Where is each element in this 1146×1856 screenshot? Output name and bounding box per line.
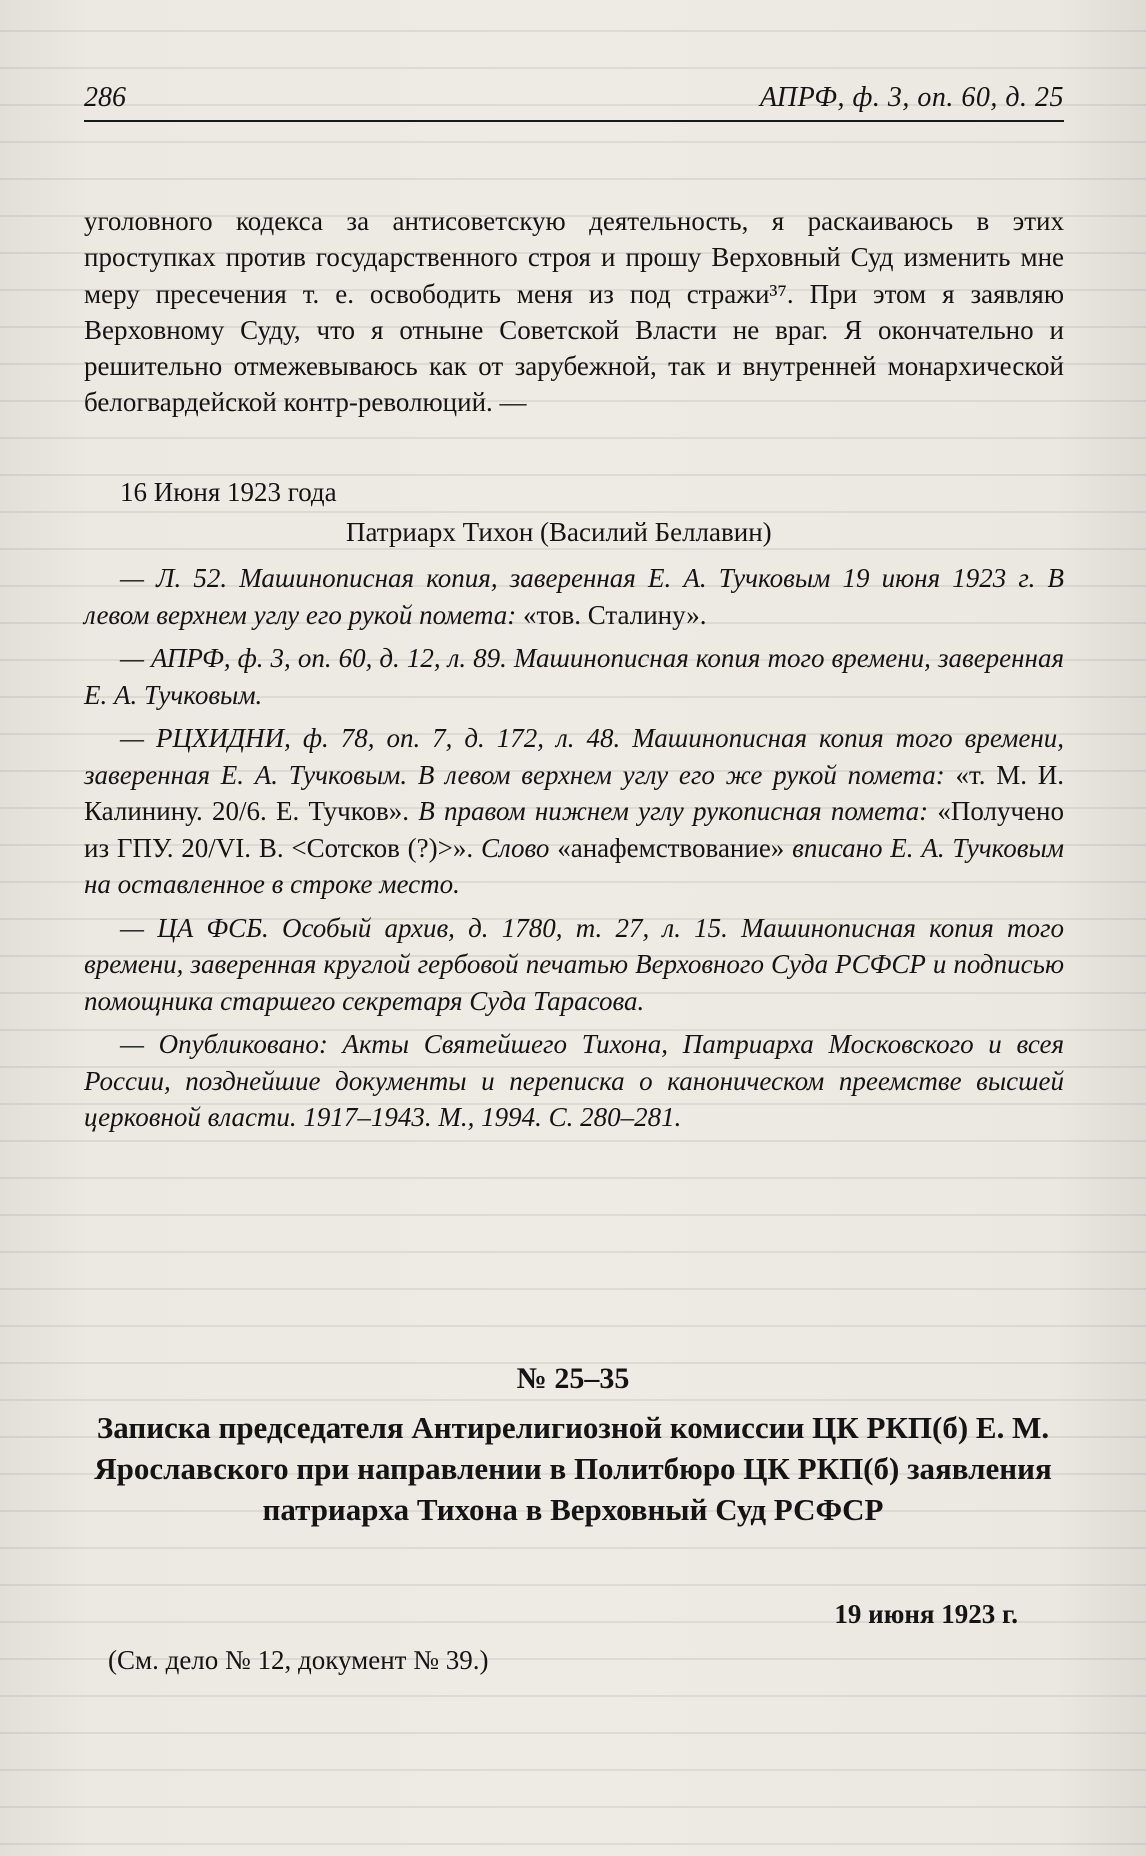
page-number: 286	[84, 82, 126, 113]
source-note	[84, 560, 1064, 633]
source-note-run: — Л. 52. Машинописная копия, заверенная Е. А. Тучковым 19 июня 1923 г. В левом верхнем углу его рукой помета:	[84, 563, 1064, 630]
source-note-run: «тов. Сталину».	[523, 599, 707, 630]
document-date: 19 июня 1923 г.	[834, 1599, 1018, 1629]
document-title: Записка председателя Антирелигиозной комиссии ЦК РКП(б) Е. М. Ярославского при направлении в Политбюро ЦК РКП(б) заявления патриарха Тихона в Верховный Суд РСФСР	[94, 1410, 1052, 1527]
source-note-run: — Опубликовано: Акты Святейшего Тихона, Патриарха Московского и всея России, позднейшие документы и переписка о каноническом преемстве высшей церковной власти. 1917–1943. М., 1994. С. 280–281.	[84, 1029, 1064, 1132]
source-note	[84, 640, 1064, 713]
source-note-run: — РЦХИДНИ, ф. 78, оп. 7, д. 172, л. 48. Машинописная копия того времени, заверенная Е. А. Тучковым. В левом верхнем углу его же рукой помета:	[84, 723, 1064, 790]
source-notes	[84, 560, 1064, 1143]
source-note-run: «т. М. И. Калинину. 20/6. Е. Тучков».	[84, 759, 1064, 826]
archive-reference: АПРФ, ф. 3, оп. 60, д. 25	[759, 82, 1064, 113]
source-note-run: «анафемствование»	[557, 832, 793, 863]
source-note-run: Слово	[480, 832, 558, 863]
source-note-run: — ЦА ФСБ. Особый архив, д. 1780, т. 27, л. 15. Машинописная копия того времени, заверенная круглой гербовой печатью Верховного Суда РСФСР и подписью помощника старшего секретаря Суда Тарасова.	[84, 912, 1064, 1016]
letter-body-text: уголовного кодекса за антисоветскую деятельность, я раскаиваюсь в этих проступках против государственного строя и прошу Верховный Суд изменить мне меру пресечения т. е. освободить меня из под стражи³⁷. При этом я заявляю Верховному Суду, что я отныне Советской Власти не враг. Я окончательно и решительно отмежевываюсь как от зарубежной, так и внутренней монархической белогвардейской контр-революций. —	[84, 206, 1064, 418]
source-note-run: В правом нижнем углу рукописная помета:	[418, 796, 938, 826]
source-note	[84, 910, 1064, 1020]
letter-date: 16 Июня 1923 года	[120, 477, 337, 507]
document-cross-reference: (См. дело № 12, документ № 39.)	[108, 1645, 489, 1675]
running-header	[84, 78, 1064, 122]
source-note-run: «Получено из ГПУ. 20/VI. В. <Сотсков (?)>».	[84, 796, 1064, 863]
document-number: № 25–35	[516, 1362, 630, 1395]
source-note-run: вписано Е. А. Тучковым на оставленное в строке место.	[84, 832, 1064, 899]
source-note	[84, 720, 1064, 903]
source-note-run: — АПРФ, ф. 3, оп. 60, д. 12, л. 89. Машинописная копия того времени, заверенная Е. А. Тучковым.	[84, 643, 1064, 710]
letter-signature: Патриарх Тихон (Василий Беллавин)	[346, 517, 772, 547]
source-note	[84, 1026, 1064, 1136]
